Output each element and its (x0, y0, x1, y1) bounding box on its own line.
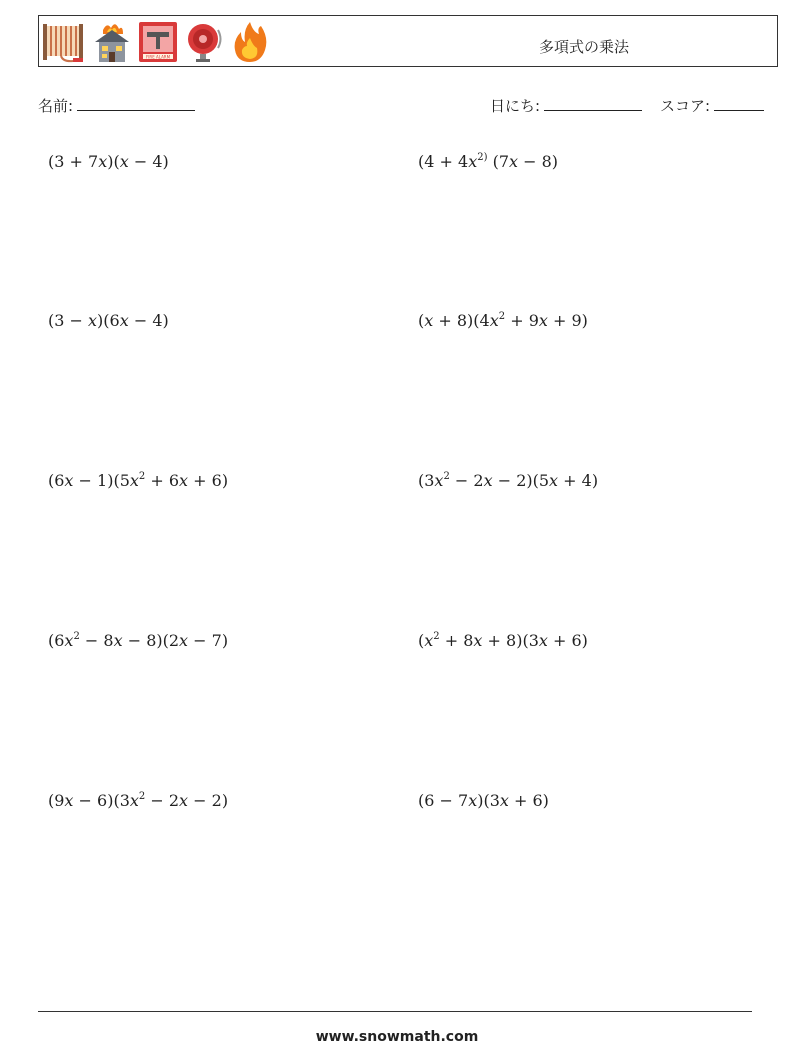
fire-hose-reel-icon (41, 20, 87, 64)
problem-10: (6 − 7x)(3x + 6) (418, 791, 549, 810)
score-label: スコア: (660, 97, 711, 115)
worksheet-title: 多項式の乗法 (539, 38, 630, 56)
name-label: 名前: (38, 97, 74, 115)
problem-6: $(3x^2 - 2x - 2)(5x + 4)$ (418, 471, 599, 490)
icon-row (41, 19, 269, 65)
problem-1: (3 + 7x)(x − 4) (48, 152, 169, 171)
problem-2: ($4 + 4x^{2)}$ (7x − 8) (418, 152, 559, 171)
problem-7: $(6x^2 - 8x - 8)(2x - 7)$ (48, 631, 229, 650)
problem-5: $(6x - 1)(5x^2 + 6x + 6)$ (48, 471, 229, 490)
header-box (38, 15, 778, 67)
problem-3: (3 − x)(6x − 4) (48, 311, 169, 330)
burning-house-icon (93, 20, 131, 64)
name-blank[interactable] (77, 95, 195, 111)
fire-bell-icon (185, 20, 225, 64)
footer-divider (38, 1011, 752, 1012)
problem-4: $(x + 8)(4x^2 + 9x + 9)$ (418, 311, 588, 330)
problem-9: $(9x - 6)(3x^2 - 2x - 2)$ (48, 791, 229, 810)
name-field (38, 95, 195, 116)
score-field (660, 95, 764, 116)
svg-text:FIRE ALARM: FIRE ALARM (145, 54, 171, 60)
date-blank[interactable] (544, 95, 642, 111)
score-blank[interactable] (714, 95, 764, 111)
footer-url[interactable]: www.snowmath.com (315, 1029, 479, 1045)
flame-icon (231, 20, 269, 64)
date-label: 日にち: (490, 97, 541, 115)
problem-8: $(x^2 + 8x + 8)(3x + 6)$ (418, 631, 588, 650)
date-field (490, 95, 642, 116)
fire-alarm-box-icon (137, 20, 179, 64)
